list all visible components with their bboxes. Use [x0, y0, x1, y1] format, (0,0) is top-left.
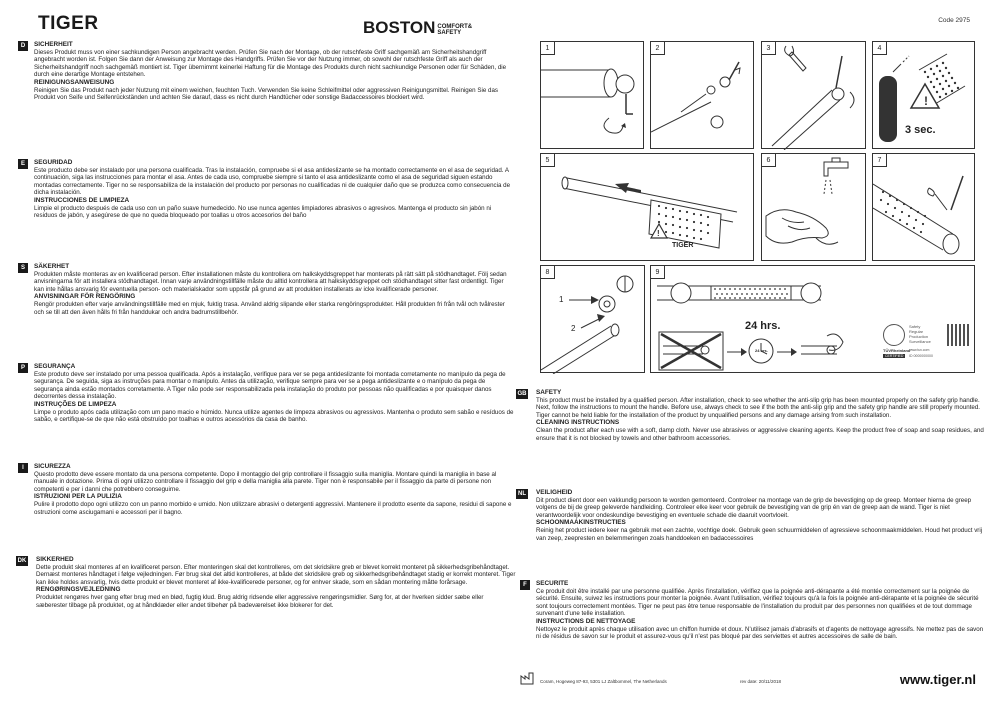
step-number: 1: [541, 42, 555, 55]
product-subtitle: [437, 24, 472, 36]
section-gb: [517, 389, 986, 442]
section-title: SICUREZZA: [34, 463, 71, 470]
section-body-2: Pulire il prodotto dopo ogni utilizzo con un panno morbido e umido. Non utilizzare abrasivi o detergenti aggressivi. Mantenere il prodotto esente da sapone, residui di sapone e ostruzioni come asciugamani e accessori per il bagno.: [34, 500, 512, 516]
section-body-2: Produktet rengøres hver gang efter brug med en blød, fugtig klud. Brug aldrig ridsende eller aggressive rengøringsmidler. Sørg for, at der hverken sidder sæbe eller sæberester tilbage på produktet, og at håndklæder eller andet tilbehør på badeværelset ikke blokerer for det.: [36, 593, 484, 609]
section-body: This product must be installed by a qualified person. After installation, check to see whether the anti-slip grip has been mounted properly on the safety grip handle. Next, follow the instructions to mount the handle. Before use, always check to see if the both the anti-slip grip and the safety grip handle are still properly mounted. Tiger cannot be held liable for the installation of the product by unqualified persons and any damage arising from such installation.: [536, 396, 981, 419]
language-badge: GB: [517, 391, 527, 397]
manufacturer-icon: [520, 671, 536, 685]
section-de: [20, 41, 514, 102]
section-title: SECURITE: [536, 580, 569, 587]
section-subtitle: INSTRUCTIONS DE NETTOYAGE: [536, 617, 636, 625]
section-body-2: Limpie el producto después de cada uso con un paño suave humedecido. No use nunca agentes limpiadores abrasivos o agresivos. Mantenga el producto sin jabón ni residuos de jabón, y asegúrese de que no queda bloqueado por toallas u otros accesorios del baño: [34, 204, 492, 220]
tuv-logo: [883, 324, 905, 346]
section-body-2: Reinigen Sie das Produkt nach jeder Nutzung mit einem weichen, feuchten Tuch. Verwenden Sie keine Schleifmittel oder aggressiven Reinigungsmittel. Reinigen Sie das Produkt von Seife und Seifenrückständen und achten Sie darauf, dass es nicht durch Handtücher oder sonstige Badaccessoires blockiert wird.: [34, 86, 498, 102]
section-body-2: Reinig het product iedere keer na gebruik met een zachte, vochtige doek. Gebruik geen schuurmiddelen of agressieve schoonmaakmiddelen. Houd het product vrij van zeep, zeepresten en belemmeringen zoals handdoeken en badaccessoires: [536, 526, 983, 542]
language-badge: P: [18, 363, 28, 373]
section-subtitle: CLEANING INSTRUCTIONS: [536, 419, 620, 427]
section-subtitle: REINIGUNGSANWEISUNG: [34, 78, 115, 86]
section-body: Este produto deve ser instalado por uma pessoa qualificada. Após a instalação, verifique para ver se pega antideslizante foi montada corretamente no manípulo da pega de segurança. De seguida, siga as instruções para montar o manípulo. Antes da utilização, verifique sempre para ver se a pega antideslizante e o manípulo da pega de segurança ainda estão montados corretamente. A Tiger não pode ser responsabilizada pela instalação do produto por pessoas não qualificadas e por quaisquer danos decorrentes dessa instalação.: [34, 370, 506, 401]
step-number: 3: [762, 42, 776, 55]
step-number: 8: [541, 266, 555, 279]
manufacturer-address: Coram, Hogeweg 87-93, 5301 LJ Zaltbommel, The Netherlands: [540, 679, 667, 684]
step-label-1: 1: [559, 295, 564, 304]
step-number: 9: [651, 266, 665, 279]
wall-bracket-illustration: [541, 42, 645, 150]
cert-line-2: Regular: [909, 329, 924, 334]
step-number: 7: [873, 154, 887, 167]
step-number: 5: [541, 154, 555, 167]
cert-line-4: Surveillance: [909, 339, 931, 344]
product-sub2: SAFETY: [437, 30, 462, 36]
section-title: VEILIGHEID: [536, 489, 573, 496]
step-number: 2: [651, 42, 665, 55]
svg-text:!: !: [924, 94, 928, 108]
cert-badge: CERTIFIED: [885, 354, 904, 358]
screw-bracket-illustration: [651, 42, 755, 150]
boston-logo: [363, 18, 472, 38]
section-title: SEGURANÇA: [34, 363, 76, 370]
tuv-certificate: [883, 324, 971, 370]
step-number: 4: [873, 42, 887, 55]
section-subtitle: ISTRUZIONI PER LA PULIZIA: [34, 493, 122, 501]
wash-hands-illustration: [762, 154, 867, 262]
step-panel-8: [540, 265, 645, 373]
section-subtitle: SCHOONMAAKINSTRUCTIES: [536, 519, 626, 527]
section-subtitle: RENGØRINGSVEJLEDNING: [36, 586, 121, 594]
tuv-name: TÜVRheinland: [883, 348, 911, 353]
bracket-fix-illustration: [541, 266, 646, 374]
section-body: Produkten måste monteras av en kvalificerad person. Efter installationen måste du kontrollera om halkskyddsgreppet har monterats på rätt sätt på stödhandtaget. Följ sedan anvisningarna för att installera stödhandtaget. Innan varje användningstillfälle måste du alltid kontrollera att halkskyddsgreppet och stödhandtaget sitter fast ordentligt. Tiger kan inte hållas ansvarig för eventuella person- och materialskador som uppstår på grund av att produkten installerats av icke kvalificerade personer.: [34, 270, 507, 293]
cure-time-caption: 24 hrs.: [745, 320, 781, 332]
step-panel-1: [540, 41, 644, 149]
wait-time-caption: 3 sec.: [905, 124, 936, 136]
section-body-2: Rengör produkten efter varje användningstillfälle med en mjuk, fuktig trasa. Använd aldrig slipande eller starka rengöringsprodukter. Håll produkten fri från tvål och tvålrester och se till att den även hålls fri från handdukar och andra badrumstillbehör.: [34, 300, 505, 316]
section-body-2: Clean the product after each use with a soft, damp cloth. Never use abrasives or aggressive cleaning agents. Keep the product free of soap and soap residues, and ensure that it is not blocked by towels and other bathroom accessories.: [536, 426, 984, 442]
section-title: SAFETY: [536, 389, 562, 396]
slide-grip-illustration: [541, 154, 755, 262]
section-fr: [523, 580, 986, 641]
section-title: SEGURIDAD: [34, 159, 73, 166]
step-number: 6: [762, 154, 776, 167]
section-body: Dette produkt skal monteres af en kvalificeret person. Efter monteringen skal det kontrolleres, om det skridsikre greb er blevet korrekt monteret på sikkerhedsgribehåndtaget. Dernæst monteres håndtaget i følge vejledningen. Før brug skal det altid kontrolleres, at både det skridsikre greb og sikkerhedsgribehåndtaget stadig er korrekt monteret. Tiger kan ikke holdes ansvarlig, hvis dette produkt er blevet monteret af ikke-kvalificerede personer, og for enhver skade, som en sådan montering måtte forårsage.: [36, 563, 516, 586]
section-pt: [20, 363, 514, 424]
section-body-2: Limpe o produto após cada utilização com um pano macio e húmido. Nunca utilize agentes de limpeza abrasivos ou agressivos. Mantenha o produto sem sabão e resíduos de sabão, e certifique-se de que não está obstruído por toalhas e outros acessórios da casa de banho.: [34, 408, 514, 424]
wrench-illustration: [762, 42, 867, 150]
tighten-screw-illustration: [873, 154, 976, 262]
step-panel-7: [872, 153, 975, 261]
section-body-2: Nettoyez le produit après chaque utilisation avec un chiffon humide et doux. N'utilisez jamais d'abrasifs et d'agents de nettoyage agressifs. Ne mettez pas de savon ni de résidus de savon sur le produit et assurez-vous qu'il n'est pas bloqué par des serviettes et autres accessoires de salle de bain.: [536, 625, 984, 641]
qr-code-icon: [947, 324, 969, 346]
language-badge: F: [520, 580, 530, 590]
section-title: SIKKERHED: [36, 556, 74, 563]
language-badge: S: [18, 263, 28, 273]
language-badge: I: [18, 463, 28, 473]
product-sub1: COMFORT&: [437, 24, 473, 30]
step-label-2: 2: [571, 324, 576, 333]
section-se: [20, 263, 514, 316]
svg-text:!: !: [657, 229, 660, 238]
product-code: Code 2975: [938, 17, 970, 24]
language-badge: NL: [518, 491, 526, 497]
section-body: Este producto debe ser instalado por una persona cualificada. Tras la instalación, compruebe si el asa antideslizante se ha montado correctamente en el asa de seguridad. A continuación, siga las instrucciones para montar el asa. Antes de cada uso, compruebe siempre si tanto el asa antideslizante como el asa de seguridad siguen estando montadas correctamente. Tiger no se responsabiliza de la instalación del producto por personas no cualificadas ni de cualquier daño que se produzca como consecuencia de dicha instalación.: [34, 166, 511, 197]
product-name: BOSTON: [363, 18, 436, 37]
section-title: SÄKERHET: [34, 263, 70, 270]
section-subtitle: INSTRUÇÕES DE LIMPEZA: [34, 400, 117, 408]
website-link[interactable]: www.tiger.nl: [899, 672, 976, 687]
revision-date: rev date: 20/11/2018: [740, 679, 781, 684]
clock-label: 24 hrs.: [755, 348, 768, 353]
section-body: Questo prodotto deve essere montato da una persona competente. Dopo il montaggio del grip controllare il fissaggio sulla maniglia. Montare quindi la maniglia in base al manuale in dotazione. Prima di ogni utilizzo controllare il fissaggio del grip e della maniglia alla parete. Tiger non è responsabile per il fissaggio da parte di persone non competenti e per i danni che potrebbero conseguirne.: [34, 470, 497, 493]
step-panel-3: [761, 41, 866, 149]
step-panel-9: [650, 265, 975, 373]
section-dk: [17, 556, 516, 609]
language-badge: DK: [17, 558, 27, 564]
language-badge: D: [18, 41, 28, 51]
tiger-logo: TIGER: [38, 13, 99, 34]
step-panel-4: [872, 41, 975, 149]
cert-line-1: Safety: [909, 324, 921, 329]
step-panel-6: [761, 153, 866, 261]
language-badge: E: [18, 159, 28, 169]
section-body: Dieses Produkt muss von einer sachkundigen Person angebracht werden. Prüfen Sie nach der Montage, ob der rutschfeste Griff sachgemäß am Sicherheitshandgriff angebracht worden ist. Folgen Sie dann der Anweisung zur Montage des Handgriffs. Prüfen Sie vor der Nutzung immer, ob sowohl der rutschfeste Griff als auch der Sicherheitshandgriff noch sachgemäß montiert ist. Tiger übernimmt keinerlei Haftung für die Montage des Produkts durch nicht sachkundige Personen oder für Schäden, die durch eine derartige Montage entstehen.: [34, 48, 507, 79]
section-es: [20, 159, 514, 220]
section-body: Dit product dient door een vakkundig persoon te worden gemonteerd. Controleer na montage van de grip de bevestiging op de greep. Monteer hierna de greep volgens de bij de greep geleverde handleiding. Controleer elke keer voor gebruik de bevestiging van de grip én van de greep aan de wand. Tiger is niet verantwoordelijk voor ondeskundige bevestiging en eventuele schade die daaruit voortvloeit.: [536, 496, 972, 519]
section-body: Ce produit doit être installé par une personne qualifiée. Après l'installation, vérifiez que la poignée anti-dérapante a été montée correctement sur la poignée de sécurité. Ensuite, suivez les instructions pour monter la poignée. Avant l'utilisation, vérifiez toujours qu'à la fois la poignée anti-dérapante et la poignée de sécurité sont toujours correctement montées. Tiger ne peut pas être tenue responsable de l'installation du produit par des personnes non qualifiées et de tout dommage survenant d'une telle installation.: [536, 587, 979, 618]
section-subtitle: ANVISNINGAR FÖR RENGÖRING: [34, 293, 136, 301]
section-title: SICHERHEIT: [34, 41, 73, 48]
step-panel-5: [540, 153, 754, 261]
step-panel-2: [650, 41, 754, 149]
cert-url: www.tuv.com: [909, 348, 930, 352]
cert-line-3: Production: [909, 334, 929, 339]
section-subtitle: INSTRUCCIONES DE LIMPIEZA: [34, 196, 130, 204]
cert-id: ID 0000000000: [909, 354, 933, 358]
section-it: [22, 463, 514, 516]
section-nl: [518, 489, 986, 542]
tiger-caption: TIGER: [672, 242, 694, 249]
